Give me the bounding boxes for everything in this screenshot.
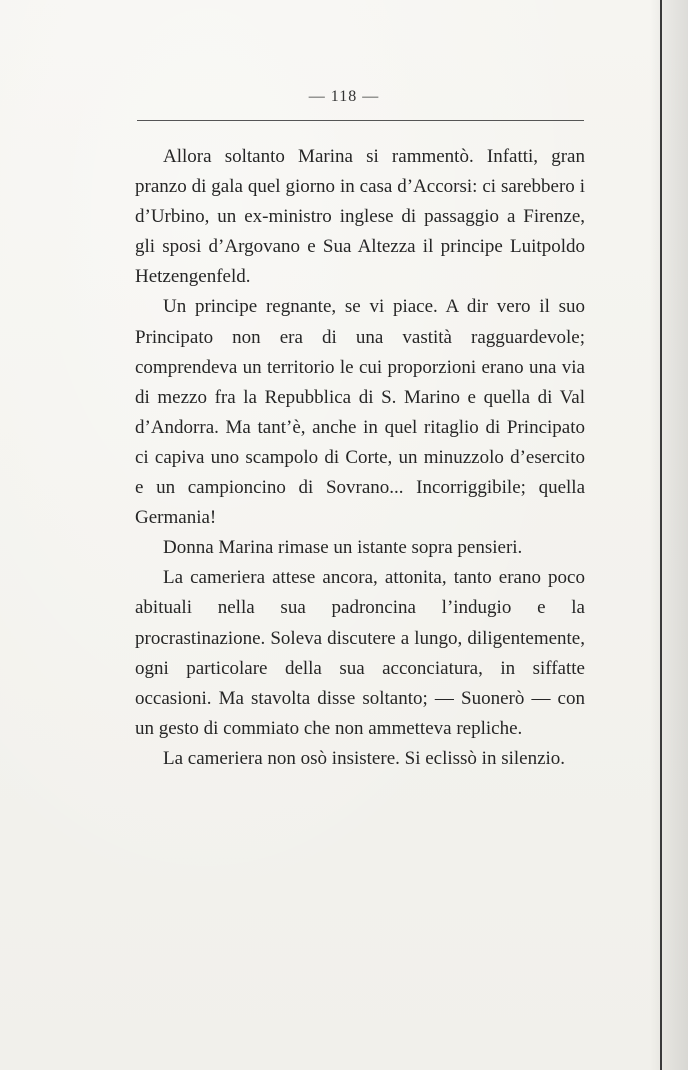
paragraph-4: La cameriera attese ancora, attonita, tanto erano poco abituali nella sua padroncina l’indugio e la procrastinazione. Soleva discutere a lungo, diligentemente, ogni particolare della sua acconciatura, in siffatte occasioni. Ma stavolta disse soltanto; — Suonerò — con un gesto di commiato che non ammetteva repliche. xyxy=(135,567,585,739)
page-edge-line xyxy=(660,0,662,1070)
header-rule xyxy=(137,120,584,121)
paragraph-2: Un principe regnante, se vi piace. A dir vero il suo Principato non era di una vastità ragguardevole; comprendeva un territorio le cui proporzioni erano una via di mezzo fra la Repubblica di S. Marino e quella di Val d’Andorra. Ma tant’è, anche in quel ritaglio di Principato ci capiva uno scampolo di Corte, un minuzzolo d’esercito e un campioncino di Sovrano... Incorriggibile; quella Germania! xyxy=(135,296,585,529)
page-number: — 118 — xyxy=(308,88,380,105)
paragraph-3: Donna Marina rimase un istante sopra pensieri. xyxy=(163,537,523,559)
paragraph-5: La cameriera non osò insistere. Si eclissò in silenzio. xyxy=(163,747,566,769)
body-text xyxy=(135,142,585,774)
page-binding-shadow xyxy=(650,0,688,1070)
paragraph-1: Allora soltanto Marina si rammentò. Infatti, gran pranzo di gala quel giorno in casa d’Accorsi: ci sarebbero i d’Urbino, un ex-ministro inglese di passaggio a Firenze, gli sposi d’Argovano e Sua Altezza il principe Luitpoldo Hetzengenfeld. xyxy=(135,146,585,288)
